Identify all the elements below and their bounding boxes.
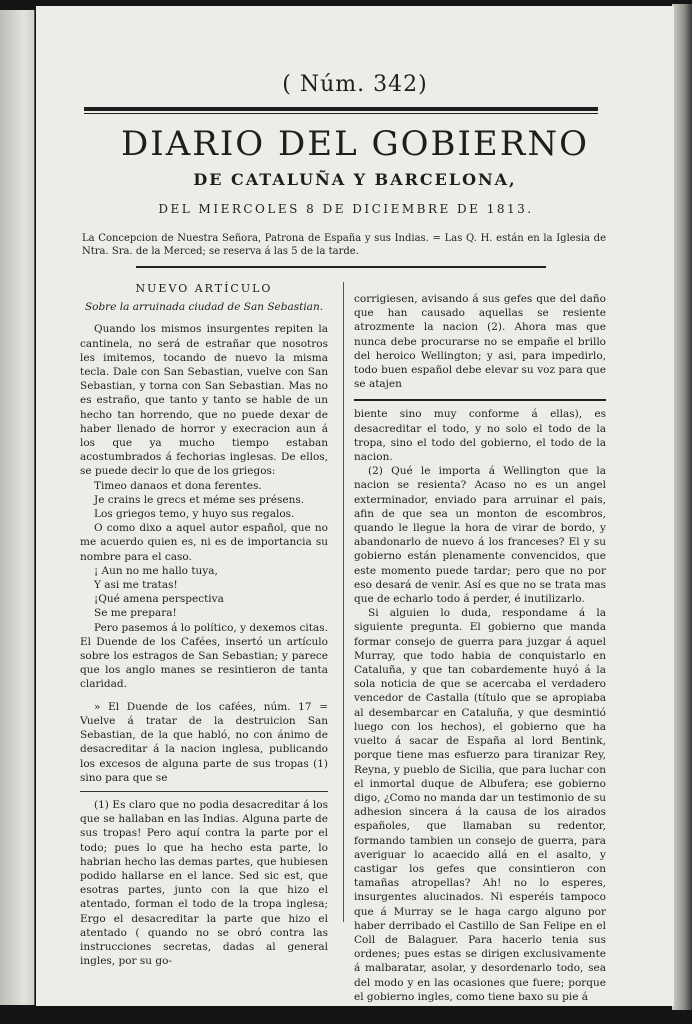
issue-number: ( Núm. 342) <box>282 72 428 97</box>
article-subheading: Sobre la arruinada ciudad de San Sebastian. <box>84 301 324 314</box>
newspaper-subtitle: DE CATALUÑA Y BARCELONA, <box>193 170 517 189</box>
header-rule-bottom <box>136 266 546 268</box>
footnote-paragraph: Si alguien lo duda, respondame á la siguiente pregunta. El gobierno que manda formar consejo de guerra para juzgar á aquel Murray, que todo habia de conquistarlo en Cataluña, y que tan cobardemente huyó á la sola noticia de que se acercaba el verdadero vencedor de Castalla (título que se apropiaba al desembarcar en Cataluña, y que desmintió luego con los hechos), el gobierno que ha vuelto á sacar de España al lord Bentink, porque tiene mas esfuerzo para tiranizar Rey, Reyna, y pueblo de Sicilia, que para luchar con el inmortal duque de Albufera; ese gobierno digo, ¿Como no manda dar un testimonio de su adhesion sincera á la causa de los airados españoles, que llamaban su redentor, formando tambien un consejo de guerra, para averiguar lo acaecido allá en el asalto, y castigar los gefes que consintieron con tamañas atropellas? Ah! no lo esperes, insurgentes alucinados. Ni esperéis tampoco que á Murray se le haga cargo alguno por haber derribado el Castillo de San Felipe en el Coll de Balaguer. Para hacerlo tenia sus ordenes; pues estas se dirigen exclusivamente á malbaratar, asolar, y desordenarlo todo, sea del modo y en las ocasiones que fuere; porque el gobierno ingles, como tiene baxo su pie á <box>354 607 606 1003</box>
column-divider <box>343 282 344 922</box>
verse-line: ¡Qué amena perspectiva <box>94 593 224 606</box>
article-heading: NUEVO ARTÍCULO <box>135 282 273 295</box>
footnote-continuation: biente sino muy conforme á ellas), es desacreditar el todo, y no solo el todo de la tropa, sino el todo del gobierno, el todo de la nacion. <box>354 408 606 464</box>
header-rule-thin <box>84 113 598 114</box>
verse-line: ¡ Aun no me hallo tuya, <box>94 564 218 577</box>
verse-line: Los griegos temo, y huyo sus regalos. <box>94 508 295 521</box>
verse-block <box>80 479 328 621</box>
footnote-rule <box>80 791 328 792</box>
previous-page-edge <box>0 10 35 1005</box>
verse-line: Y asi me tratas! <box>94 579 178 592</box>
verse-line: Timeo danaos et dona ferentes. <box>94 479 262 492</box>
verse-line: O como dixo a aquel autor español, que no me acuerdo quien es, ni es de importancia su nombre para el caso. <box>80 522 328 563</box>
header-rule-top <box>84 107 598 111</box>
newspaper-page <box>36 6 674 1006</box>
verse-line: Se me prepara! <box>94 607 177 620</box>
left-column <box>80 282 328 968</box>
right-column <box>354 292 606 1004</box>
article-paragraph: corrigiesen, avisando á sus gefes que del daño que han causado aquellas se resiente atrozmente la nacion (2). Ahora mas que nunca debe procurarse no se empañe el brillo del heroico Wellington; y asi, para impedirlo, todo buen español debe elevar su voz para que se atajen <box>354 293 606 391</box>
verse-line: Je crains le grecs et méme ses présens. <box>94 493 305 506</box>
footnote: (2) Qué le importa á Wellington que la nacion se resienta? Acaso no es un angel exterminador, enviado para arruinar el pais, afin de que sea un monton de escombros, quando le llegue la hora de virar de bordo, y abandonarlo de nuevo á los franceses? El y su gobierno están plenamente convencidos, que este momento puede tardar; pero que no por eso desará de venir. Así es que no se trata mas que de echarlo todo á perder, é inutilizarlo. <box>354 465 606 606</box>
footnote: (1) Es claro que no podia desacreditar á los que se hallaban en las Indias. Alguna parte de sus tropas! Pero aquí contra la parte por el todo; pues lo que ha hecho esta parte, lo habrian hecho las demas partes, que hubiesen podido hallarse en el lance. Sed sic est, que esotras partes, junto con la que hizo el atentado, forman el todo de la tropa inglesa; Ergo el desacreditar la parte que hizo el atentado ( quando no se obró contra las instrucciones secretas, dadas al general ingles, por su go- <box>80 798 328 968</box>
article-paragraph: » El Duende de los cafées, núm. 17 = Vuelve á tratar de la destruicion San Sebastian, de la que habló, no con ánimo de desacreditar á la nacion inglesa, publicando los excesos de alguna parte de sus tropas (1) sino para que se <box>80 700 328 784</box>
footnote-rule <box>354 399 606 401</box>
article-paragraph: Quando los mismos insurgentes repiten la cantinela, no será de estrañar que nosotros les imitemos, tocando de nuevo la misma tecla. Dale con San Sebastian, vuelve con San Sebastian, y torna con San Sebastian. Mas no es estraño, que tanto y tanto se hable de un hecho tan horrendo, que no puede dexar de haber llenado de horror y execracion aun á los que ya mucho tiempo estaban acostumbrados á fechorias inglesas. De ellos, se puede decir lo que de los griegos: <box>80 323 328 478</box>
book-spine-edge <box>672 4 692 1010</box>
dateline: DEL MIERCOLES 8 DE DICIEMBRE DE 1813. <box>158 202 534 216</box>
article-paragraph: Pero pasemos á lo político, y dexemos citas. El Duende de los Cafées, insertó un artículo sobre los estragos de San Sebastian; y parece que los anglo manes se resintieron de tanta claridad. <box>80 621 328 691</box>
religious-notice: La Concepcion de Nuestra Señora, Patrona de España y sus Indias. = Las Q. H. están en la Iglesia de Ntra. Sra. de la Merced; se reserva á las 5 de la tarde. <box>82 233 606 257</box>
newspaper-title: DIARIO DEL GOBIERNO <box>121 124 589 164</box>
